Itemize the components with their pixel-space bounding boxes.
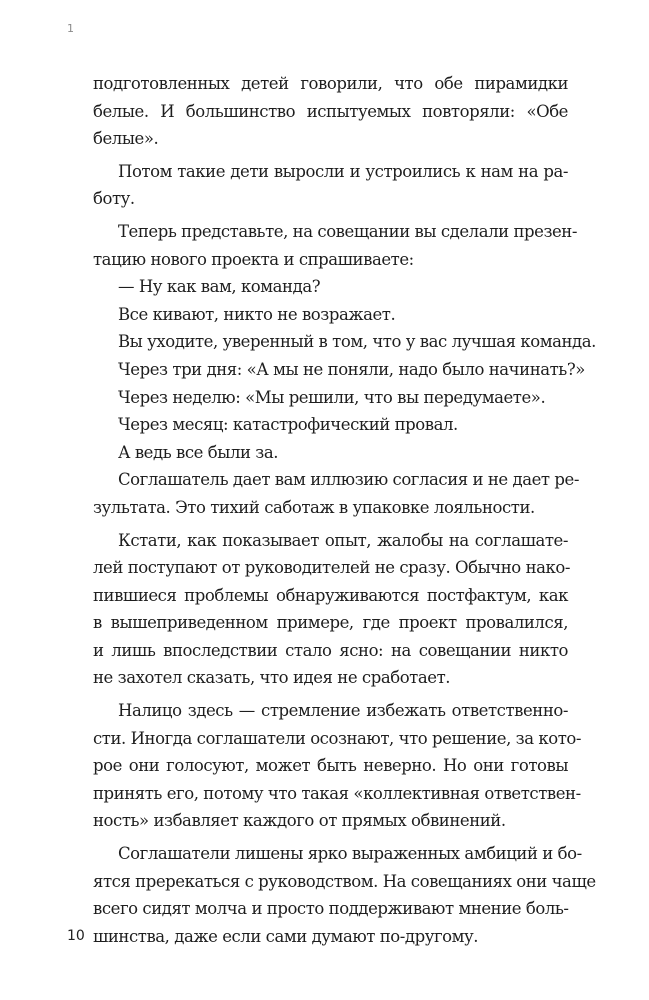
text-line: Теперь представьте, на совещании вы сделали презен- bbox=[118, 221, 577, 241]
text-line: Через три дня: «А мы не поняли, надо было начинать?» bbox=[118, 359, 585, 379]
text-line: ность» избавляет каждого от прямых обвинений. bbox=[93, 811, 506, 831]
text-line: — Ну как вам, команда? bbox=[118, 277, 321, 297]
text-line: Вы уходите, уверенный в том, что у вас лучшая команда. bbox=[118, 332, 596, 352]
text-line: ятся пререкаться с руководством. На совещаниях они чаще bbox=[93, 871, 596, 891]
text-line: тацию нового проекта и спрашиваете: bbox=[93, 249, 414, 269]
text-line: пившиеся проблемы обнаруживаются постфактум, как bbox=[93, 585, 568, 605]
text-line: А ведь все были за. bbox=[118, 442, 279, 462]
text-line: шинства, даже если сами думают по-другому. bbox=[93, 926, 479, 946]
text-line: принять его, потому что такая «коллективная ответствен- bbox=[93, 783, 581, 803]
text-line: зультата. Это тихий саботаж в упаковке лояльности. bbox=[93, 497, 535, 517]
text-line: не захотел сказать, что идея не сработает. bbox=[93, 668, 451, 688]
text-line: в вышеприведенном примере, где проект провалился, bbox=[93, 613, 568, 633]
header-marker: 1 bbox=[67, 22, 74, 35]
text-line: белые. И большинство испытуемых повторяли: «Обе bbox=[93, 101, 568, 121]
text-line: Потом такие дети выросли и устроились к нам на ра- bbox=[118, 161, 568, 181]
page-number: 10 bbox=[67, 928, 85, 944]
text-line: и лишь впоследствии стало ясно: на совещании никто bbox=[93, 640, 568, 660]
text-line: Соглашатели лишены ярко выраженных амбиций и бо- bbox=[118, 844, 582, 864]
text-line: Через неделю: «Мы решили, что вы передумаете». bbox=[118, 387, 546, 407]
text-line: белые». bbox=[93, 129, 159, 149]
text-line: Кстати, как показывает опыт, жалобы на соглашате- bbox=[118, 530, 568, 550]
text-line: Налицо здесь — стремление избежать ответственно- bbox=[118, 701, 568, 721]
text-line: Все кивают, никто не возражает. bbox=[118, 304, 396, 324]
text-line: рое они голосуют, может быть неверно. Но они готовы bbox=[93, 756, 568, 776]
body-text bbox=[93, 70, 596, 950]
text-line: сти. Иногда соглашатели осознают, что решение, за кото- bbox=[93, 728, 582, 748]
text-line: Соглашатель дает вам иллюзию согласия и не дает ре- bbox=[118, 470, 579, 490]
text-line: всего сидят молча и просто поддерживают мнение боль- bbox=[93, 899, 569, 919]
text-line: лей поступают от руководителей не сразу. Обычно нако- bbox=[93, 558, 570, 578]
text-line: Через месяц: катастрофический провал. bbox=[118, 415, 458, 435]
text-line: боту. bbox=[93, 189, 135, 209]
text-line: подготовленных детей говорили, что обе пирамидки bbox=[93, 74, 568, 93]
